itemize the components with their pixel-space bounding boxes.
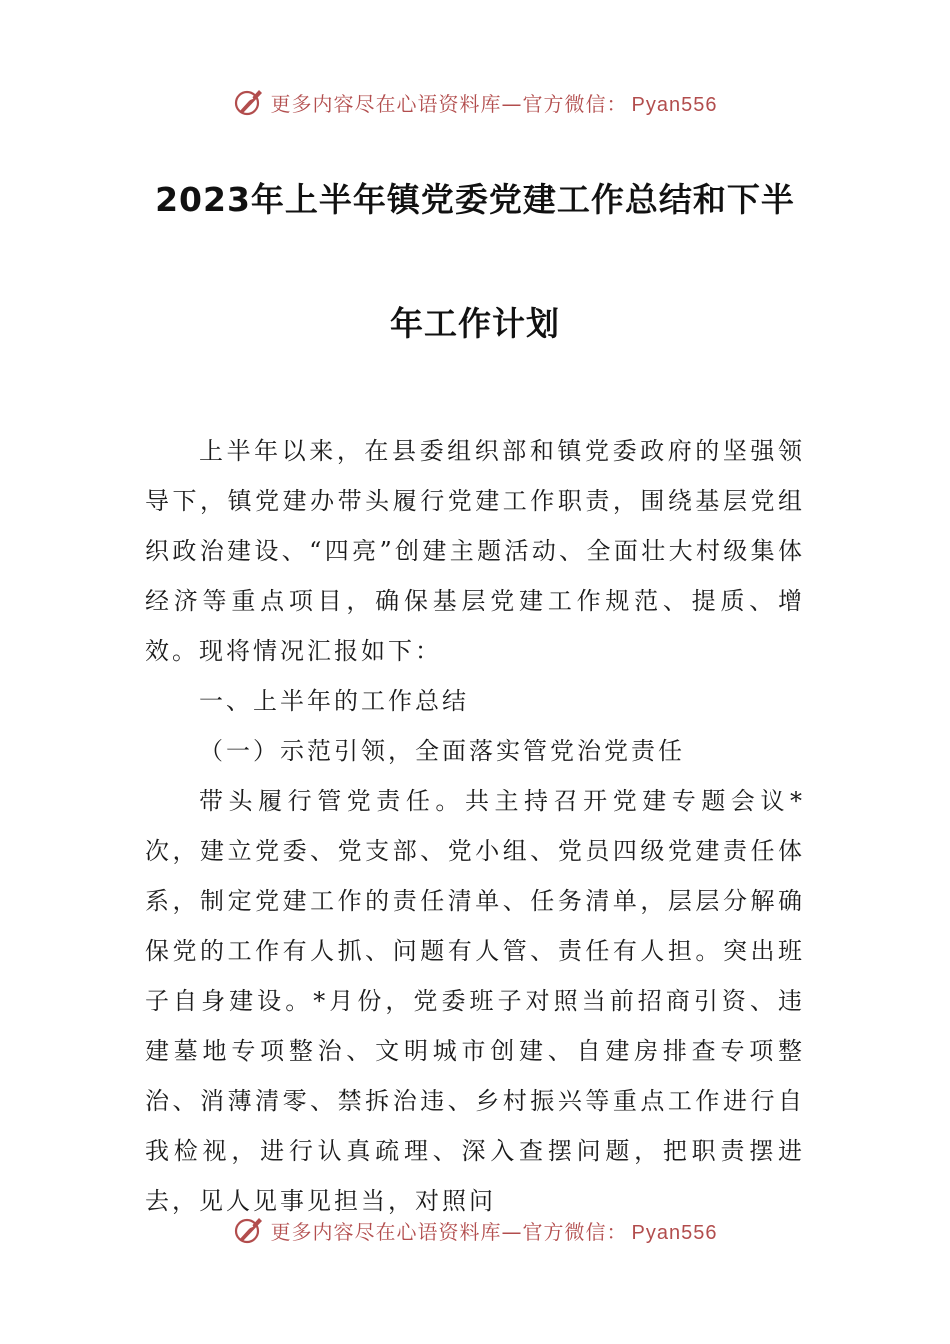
subsection-heading: （一）示范引领，全面落实管党治党责任 (199, 737, 685, 765)
document-title-line-1: 2023年上半年镇党委党建工作总结和下半 (155, 180, 795, 219)
document-title-line-2: 年工作计划 (390, 304, 560, 343)
paragraph-intro: 上半年以来，在县委组织部和镇党委政府的坚强领导下，镇党建办带头履行党建工作职责，围绕基层党组织政治建设、“四亮”创建主题活动、全面壮大村级集体经济等重点项目，确保基层党建工作规范、提质、增效。现将情况汇报如下： (145, 437, 805, 665)
banner-wechat-id: Pyan556 (631, 93, 718, 116)
quill-logo-icon (233, 86, 265, 118)
section-heading: 一、上半年的工作总结 (199, 687, 469, 715)
banner-text (271, 1216, 718, 1245)
banner-text (271, 88, 718, 117)
banner-wechat-id: Pyan556 (631, 1221, 718, 1244)
document-body (145, 426, 805, 1226)
header-watermark-banner (0, 82, 950, 122)
footer-watermark-banner (0, 1210, 950, 1250)
banner-label: 更多内容尽在心语资料库—官方微信： (270, 91, 628, 116)
paragraph-detail: 带头履行管党责任。共主持召开党建专题会议*次，建立党委、党支部、党小组、党员四级党建责任体系，制定党建工作的责任清单、任务清单，层层分解确保党的工作有人抓、问题有人管、责任有人担。突出班子自身建设。*月份，党委班子对照当前招商引资、违建墓地专项整治、文明城市创建、自建房排查专项整治、消薄清零、禁拆治违、乡村振兴等重点工作进行自我检视，进行认真疏理、深入查摆问题，把职责摆进去，见人见事见担当，对照问 (145, 787, 805, 1215)
banner-label: 更多内容尽在心语资料库—官方微信： (270, 1219, 628, 1244)
quill-logo-icon (233, 1214, 265, 1246)
